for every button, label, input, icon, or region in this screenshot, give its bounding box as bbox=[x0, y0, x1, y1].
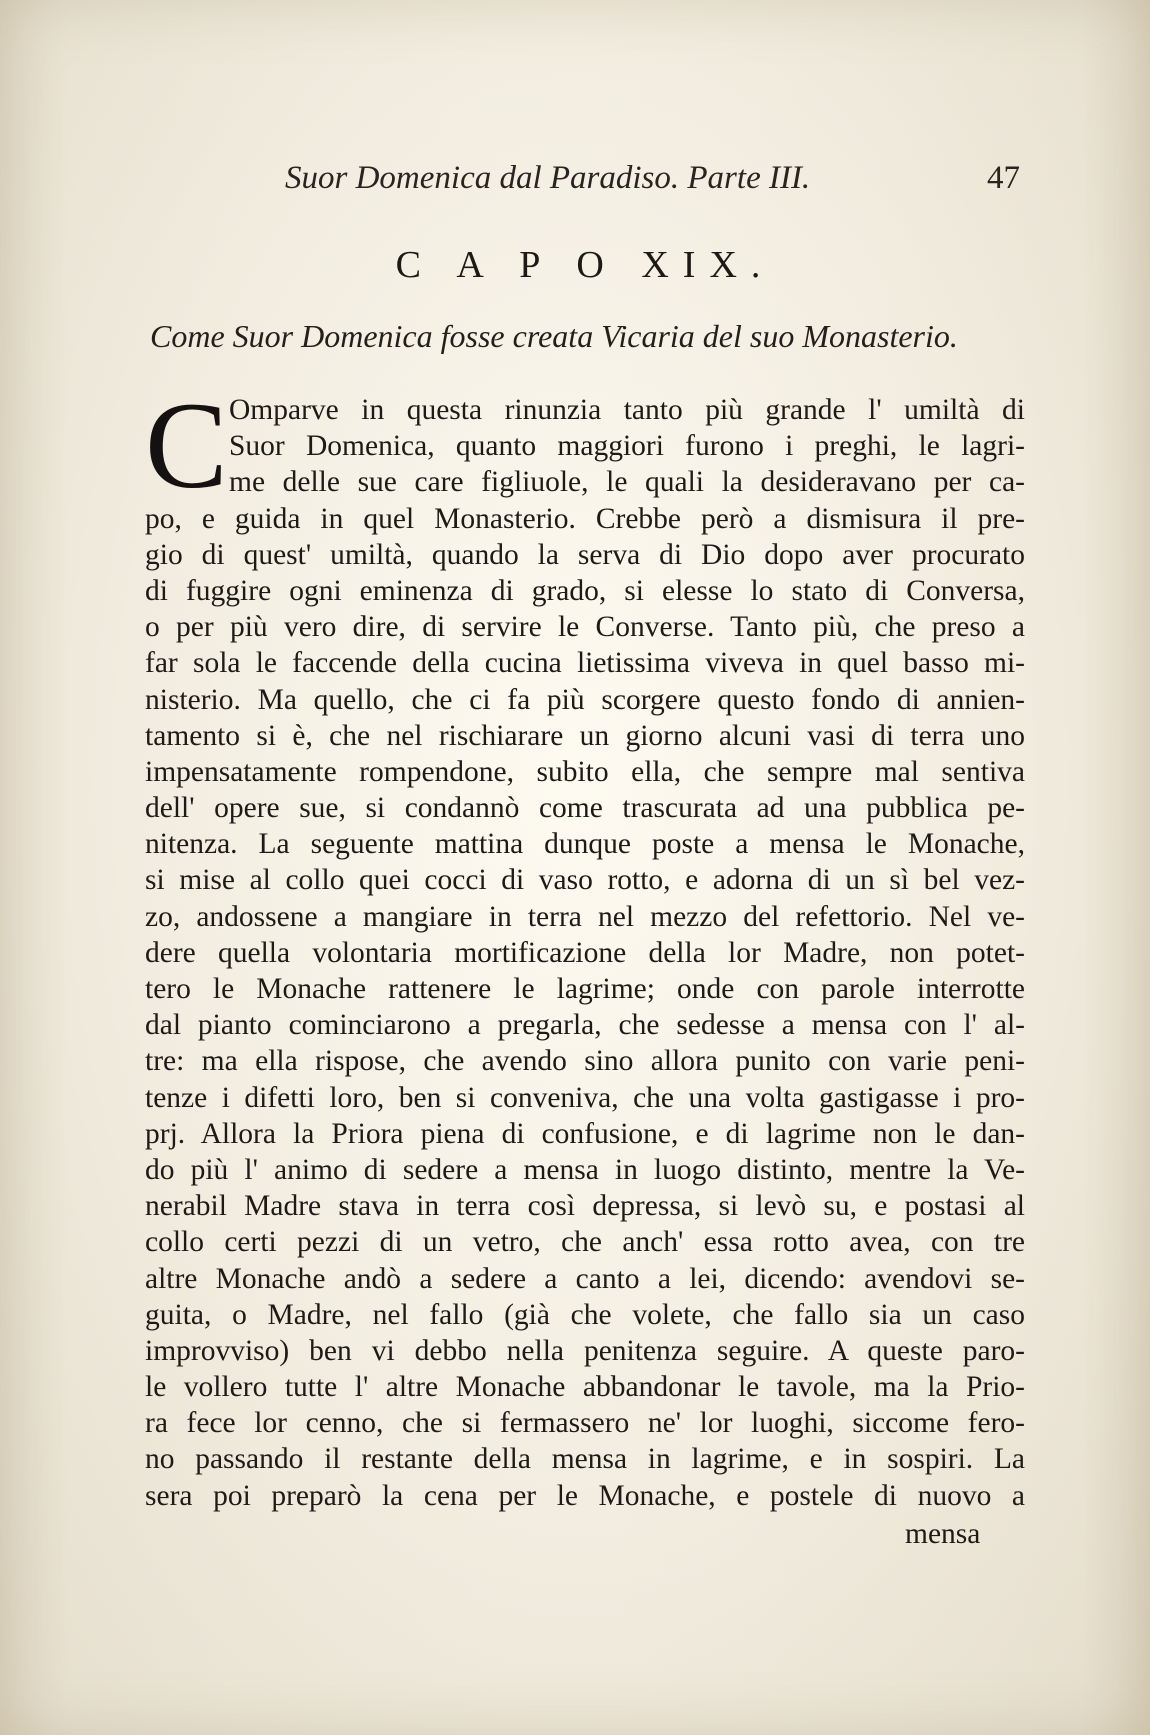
drop-cap: C bbox=[145, 377, 228, 514]
text-line: do più l' animo di sedere a mensa in luogo distinto, mentre la Ve- bbox=[145, 1153, 1025, 1186]
text-line: altre Monache andò a sedere a canto a lei, dicendo: avendovi se- bbox=[145, 1262, 1025, 1295]
catchword: mensa bbox=[905, 1518, 981, 1550]
text-line: nitenza. La seguente mattina dunque poste a mensa le Monache, bbox=[145, 828, 1025, 861]
text-line: Suor Domenica, quanto maggiori furono i preghi, le lagri- bbox=[229, 430, 1025, 463]
body-text bbox=[145, 377, 1025, 1514]
text-line: Omparve in questa rinunzia tanto più grande l' umiltà di bbox=[229, 394, 1025, 426]
text-line: dell' opere sue, si condannò come trascurata ad una pubblica pe- bbox=[145, 792, 1025, 825]
text-line: dere quella volontaria mortificazione della lor Madre, non potet- bbox=[145, 936, 1025, 969]
text-line: nerabil Madre stava in terra così depressa, si levò su, e postasi al bbox=[145, 1190, 1025, 1223]
page-header bbox=[285, 160, 1020, 204]
text-line: ra fece lor cenno, che si fermassero ne' lor luoghi, siccome fero- bbox=[145, 1407, 1025, 1440]
text-line: no passando il restante della mensa in lagrime, e in sospiri. La bbox=[145, 1443, 1025, 1476]
page-number: 47 bbox=[987, 160, 1020, 196]
text-line: o per più vero dire, di servire le Converse. Tanto più, che preso a bbox=[145, 611, 1025, 644]
text-line: le vollero tutte l' altre Monache abbandonar le tavole, ma la Prio- bbox=[145, 1371, 1025, 1404]
text-line: guita, o Madre, nel fallo (già che volete, che fallo sia un caso bbox=[145, 1298, 1025, 1331]
text-line: me delle sue care figliuole, le quali la desideravano per ca- bbox=[229, 466, 1025, 499]
text-line: si mise al collo quei cocci di vaso rotto, e adorna di un sì bel vez- bbox=[145, 864, 1025, 897]
text-line: dal pianto cominciarono a pregarla, che sedesse a mensa con l' al- bbox=[145, 1009, 1025, 1042]
text-line: gio di quest' umiltà, quando la serva di Dio dopo aver procurato bbox=[145, 538, 1025, 571]
text-line: impensatamente rompendone, subito ella, che sempre mal sentiva bbox=[145, 755, 1025, 788]
text-line: far sola le faccende della cucina lietissima viveva in quel basso mi- bbox=[145, 647, 1025, 680]
text-line: po, e guida in quel Monasterio. Crebbe però a dismisura il pre- bbox=[145, 502, 1025, 535]
text-line: nisterio. Ma quello, che ci fa più scorgere questo fondo di annien- bbox=[145, 683, 1025, 716]
text-line: prj. Allora la Priora piena di confusione, e di lagrime non le dan- bbox=[145, 1117, 1025, 1150]
text-line: tamento si è, che nel rischiarare un giorno alcuni vasi di terra uno bbox=[145, 719, 1025, 752]
chapter-title: C A P O XIX. bbox=[395, 244, 775, 286]
text-line: tero le Monache rattenere le lagrime; onde con parole interrotte bbox=[145, 973, 1025, 1005]
text-line: tre: ma ella rispose, che avendo sino allora punito con varie peni- bbox=[145, 1045, 1025, 1078]
running-head: Suor Domenica dal Paradiso. Parte III. bbox=[285, 160, 811, 196]
text-line: improvviso) ben vi debbo nella penitenza seguire. A queste paro- bbox=[145, 1334, 1025, 1367]
text-line: zo, andossene a mangiare in terra nel mezzo del refettorio. Nel ve- bbox=[145, 900, 1025, 933]
text-line: collo certi pezzi di un vetro, che anch' essa rotto avea, con tre bbox=[145, 1226, 1025, 1259]
chapter-subtitle: Come Suor Domenica fosse creata Vicaria del suo Monasterio. bbox=[150, 318, 958, 354]
text-line: sera poi preparò la cena per le Monache, e postele di nuovo a bbox=[145, 1479, 1025, 1512]
text-line: tenze i difetti loro, ben si conveniva, che una volta gastigasse i pro- bbox=[145, 1081, 1025, 1114]
text-line: di fuggire ogni eminenza di grado, si elesse lo stato di Conversa, bbox=[145, 574, 1025, 607]
